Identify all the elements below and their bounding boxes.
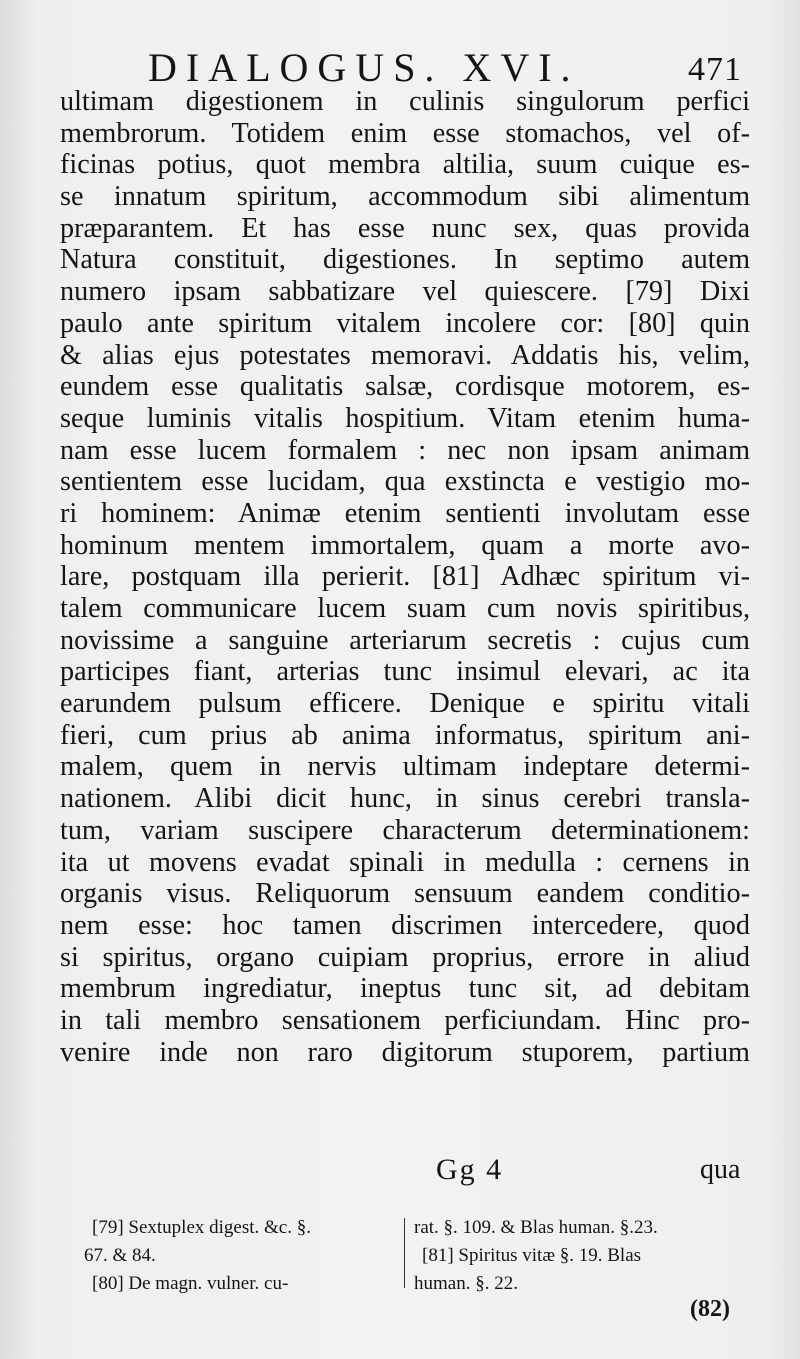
text-line: se innatum spiritum, accommodum sibi alimentum [60, 181, 750, 213]
footnote-line: [80] De magn. vulner. cu- [92, 1273, 289, 1294]
text-line: malem, quem in nervis ultimam indeptare determi- [60, 751, 750, 783]
text-line: seque luminis vitalis hospitium. Vitam etenim huma- [60, 402, 750, 434]
text-line: paulo ante spiritum vitalem incolere cor: [80] quin [60, 307, 750, 339]
text-line: participes fiant, arterias tunc insimul elevari, ac ita [60, 656, 750, 688]
footnote-line: [79] Sextuplex digest. &c. §. [92, 1217, 311, 1238]
signature-mark: Gg 4 [436, 1153, 504, 1186]
text-line: organis visus. Reliquorum sensuum eandem conditio- [60, 878, 750, 910]
footnotes-right-column [414, 1214, 769, 1298]
text-line: numero ipsam sabbatizare vel quiescere. [79] Dixi [60, 276, 750, 308]
text-line: tum, variam suscipere characterum determinationem: [60, 814, 750, 846]
text-line: membrorum. Totidem enim esse stomachos, vel of- [60, 117, 750, 149]
text-line: nationem. Alibi dicit hunc, in sinus cerebri transla- [60, 783, 750, 815]
text-line: earundem pulsum efficere. Denique e spiritu vitali [60, 688, 750, 720]
text-line: eundem esse qualitatis salsæ, cordisque motorem, es- [60, 371, 750, 403]
footnote-column-divider [404, 1218, 405, 1288]
text-line: ri hominem: Animæ etenim sentienti involutam esse [60, 497, 750, 529]
text-line: si spiritus, organo cuipiam proprius, errore in aliud [60, 941, 750, 973]
text-line: venire inde non raro digitorum stuporem, partium [60, 1036, 750, 1068]
text-line: ita ut movens evadat spinali in medulla : cernens in [60, 846, 750, 878]
footnote-line: rat. §. 109. & Blas human. §.23. [414, 1217, 658, 1238]
text-line: membrum ingrediatur, ineptus tunc sit, ad debitam [60, 973, 750, 1005]
text-line: fieri, cum prius ab anima informatus, spiritum ani- [60, 719, 750, 751]
text-line: talem communicare lucem suam cum novis spiritibus, [60, 593, 750, 624]
library-mark: (82) [690, 1296, 730, 1322]
text-line: sentientem esse lucidam, qua exstincta e vestigio mo- [60, 466, 750, 498]
text-line: in tali membro sensationem perficiundam. Hinc pro- [60, 1004, 750, 1036]
text-line: præparantem. Et has esse nunc sex, quas provida [60, 212, 750, 244]
catchword: qua [700, 1154, 741, 1185]
text-line: ultimam digestionem in culinis singulorum perfici [60, 86, 750, 117]
text-line: nam esse lucem formalem : nec non ipsam animam [60, 434, 750, 466]
footnote-line: [81] Spiritus vitæ §. 19. Blas [422, 1245, 642, 1266]
footnote-line: human. §. 22. [414, 1273, 518, 1294]
text-line: & alias ejus potestates memoravi. Addatis his, velim, [60, 339, 750, 371]
text-line: novissime a sanguine arteriarum secretis : cujus cum [60, 624, 750, 656]
main-text [60, 86, 750, 1068]
running-head: DIALOGUS. XVI. [148, 45, 580, 90]
text-line: Natura constituit, digestiones. In septimo autem [60, 244, 750, 276]
page-number: 471 [688, 51, 742, 88]
footnotes-left-column [84, 1214, 402, 1298]
text-line: nem esse: hoc tamen discrimen intercedere, quod [60, 909, 750, 941]
footnote-line: 67. & 84. [84, 1245, 156, 1266]
text-line: hominum mentem immortalem, quam a morte avo- [60, 529, 750, 561]
text-line: lare, postquam illa perierit. [81] Adhæc spiritum vi- [60, 561, 750, 593]
text-line: ficinas potius, quot membra altilia, suum cuique es- [60, 149, 750, 181]
